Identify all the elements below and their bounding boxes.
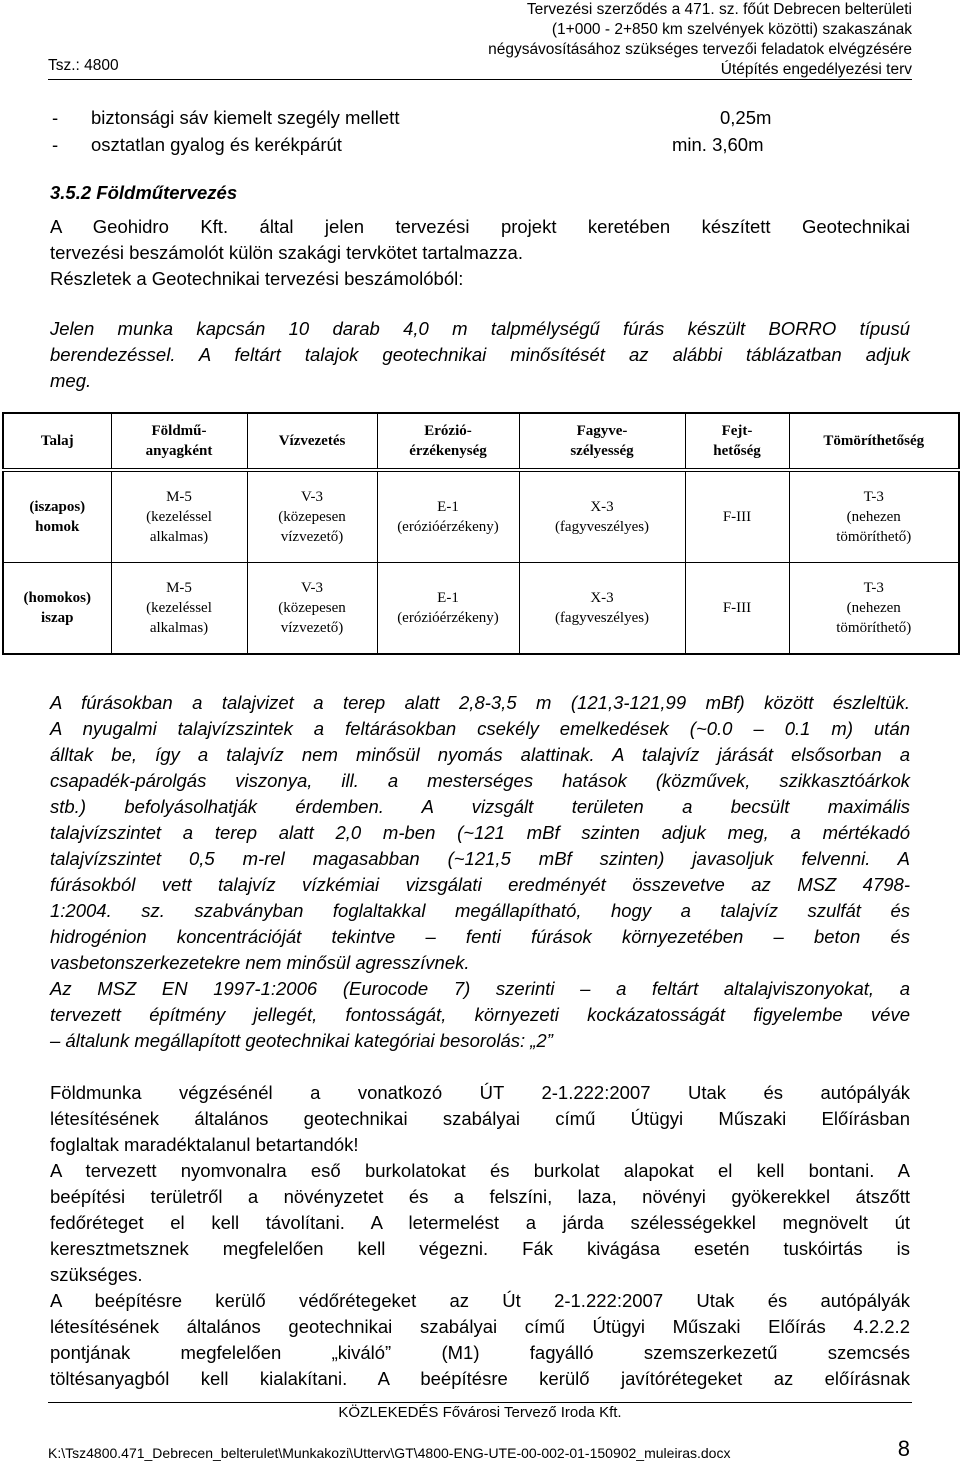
footer-file-path: K:\Tsz4800.471_Debrecen_belterulet\Munkakozi\Utterv\GT\4800-ENG-UTE-00-002-01-150902_muleiras.docx [48, 1445, 731, 1461]
text-line: talajvízszintet 0,5 m-rel magasabban (~121,5 mBf szinten) javasoljuk felvenni. A [50, 848, 910, 869]
bullet-dash: - [52, 107, 59, 128]
text-line: csapadék-párolgás viszonya, ill. a mesterséges hatások (közművek, szikkasztóárkok [50, 770, 910, 791]
document-header [488, 0, 912, 80]
table-cell: X-3 (fagyveszélyes) [519, 470, 685, 563]
table-row [3, 563, 959, 655]
table-cell: X-3 (fagyveszélyes) [519, 563, 685, 655]
bullet-value: 0,25m [720, 107, 772, 128]
text-line: A fúrásokban a talajvizet a terep alatt 2,8-3,5 m (121,3-121,99 mBf) között észleltük. [50, 692, 910, 713]
table-header-cell: Vízvezetés [247, 413, 377, 470]
table-cell: T-3 (nehezen tömöríthető) [789, 470, 959, 563]
text-line: A Geohidro Kft. által jelen tervezési projekt keretében készített Geotechnikai [50, 216, 910, 237]
text-line: Jelen munka kapcsán 10 darab 4,0 m talpmélységű fúrás készült BORRO típusú [50, 318, 910, 339]
soil-classification-table [2, 412, 960, 655]
table-cell: V-3 (közepesen vízvezető) [247, 470, 377, 563]
text-line: berendezéssel. A feltárt talajok geotechnikai minősítését az alábbi táblázatban adjuk [50, 344, 910, 365]
table-cell: T-3 (nehezen tömöríthető) [789, 563, 959, 655]
table-body [3, 470, 959, 654]
text-line: töltésanyagból kell kialakítani. A beépítésre kerülő javítórétegeket az előírásnak [50, 1368, 910, 1389]
tsz-number: Tsz.: 4800 [48, 57, 119, 74]
text-line: tervezési beszámolót külön szakági tervkötet tartalmazza. [50, 242, 523, 263]
table-cell: E-1 (erózióérzékeny) [377, 563, 519, 655]
text-line: létesítésének általános geotechnikai szabályai című Útügyi Műszaki Előírásban [50, 1108, 910, 1129]
earthwork-paragraph [50, 1080, 910, 1392]
table-cell: M-5 (kezeléssel alkalmas) [111, 563, 247, 655]
text-line: A nyugalmi talajvízszintek a feltárásokban csekély emelkedések (~0.0 – 0.1 m) után [50, 718, 910, 739]
bullet-text: osztatlan gyalog és kerékpárút [91, 134, 342, 155]
text-line: A tervezett nyomvonalra eső burkolatokat és burkolat alapokat el kell bontani. A [50, 1160, 910, 1181]
bullet-text: biztonsági sáv kiemelt szegély mellett [91, 107, 400, 128]
text-line: talajvízszintet a terep alatt 2,0 m-ben (~121 mBf szinten adjuk meg, a mértékadó [50, 822, 910, 843]
table-cell: F-III [685, 563, 789, 655]
footer-company: KÖZLEKEDÉS Fővárosi Tervező Iroda Kft. [338, 1404, 622, 1421]
table-header-cell: Földmű- anyagként [111, 413, 247, 470]
text-line: foglaltak maradéktalanul betartandók! [50, 1134, 359, 1155]
table-cell: V-3 (közepesen vízvezető) [247, 563, 377, 655]
table-cell: (iszapos) homok [3, 470, 111, 563]
bullet-dash: - [52, 134, 59, 155]
table-cell: F-III [685, 470, 789, 563]
text-line: pontjának megfelelően „kiváló” (M1) fagyálló szemszerkezetű szemcsés [50, 1342, 910, 1363]
text-line: A beépítésre kerülő védőrétegeket az Út 2-1.222:2007 Utak és autópályák [50, 1290, 910, 1311]
text-line: Részletek a Geotechnikai tervezési beszámolóból: [50, 268, 464, 289]
text-line: – általunk megállapított geotechnikai kategóriai besorolás: „2” [50, 1030, 553, 1051]
table-header-cell: Fagyve- szélyesség [519, 413, 685, 470]
text-line: szükséges. [50, 1264, 143, 1285]
page-number: 8 [897, 1436, 910, 1461]
header-line: (1+000 - 2+850 km szelvények közötti) szakaszának [551, 21, 912, 38]
table-header-cell: Talaj [3, 413, 111, 470]
header-divider [48, 79, 912, 80]
text-line: hidrogénion koncentrációját tekintve – fenti fúrások környezetében – beton és [50, 926, 910, 947]
table-header-cell: Erózió- érzékenység [377, 413, 519, 470]
text-line: álltak be, így a talajvíz nem minősül nyomás alattinak. A talajvíz járását elsősorban a [50, 744, 910, 765]
table-cell: E-1 (erózióérzékeny) [377, 470, 519, 563]
text-line: tervezett építmény jellegét, fontosságát, környezeti kockázatosságát figyelembe véve [50, 1004, 910, 1025]
header-line: Útépítés engedélyezési terv [720, 61, 912, 78]
text-line: vasbetonszerkezetekre nem minősül agresszívnek. [50, 952, 470, 973]
text-line: meg. [50, 370, 92, 391]
text-line: stb.) befolyásolhatják érdemben. A vizsgált területen a becsült maximális [50, 796, 910, 817]
italic-intro [50, 316, 910, 394]
text-line: fúrásokból vett talajvíz vízkémiai vizsgálati eredményét összevetve az MSZ 4798- [50, 874, 910, 895]
table-cell: (homokos) iszap [3, 563, 111, 655]
bullet-value: min. 3,60m [672, 134, 764, 155]
table-header-cell: Tömöríthetőség [789, 413, 959, 470]
table-row [3, 470, 959, 563]
text-line: 1:2004. sz. szabványban foglaltakkal megállapítható, hogy a talajvíz szulfát és [50, 900, 910, 921]
text-line: fedőréteget el kell távolítani. A letermelést a járda szélességekkel megnövelt út [50, 1212, 910, 1233]
header-line: Tervezési szerződés a 471. sz. főút Debrecen belterületi [526, 1, 912, 18]
text-line: beépítési területről a növényzetet és a felszíni, laza, növényi gyökerekkel átszőtt [50, 1186, 910, 1207]
table-header-cell: Fejt- hetőség [685, 413, 789, 470]
footer-divider [48, 1402, 912, 1403]
intro-paragraph [50, 214, 910, 292]
text-line: Az MSZ EN 1997-1:2006 (Eurocode 7) szerinti – a feltárt altalajviszonyokat, a [50, 978, 910, 999]
section-title: 3.5.2 Földműtervezés [50, 182, 238, 203]
table-header-row [3, 413, 959, 470]
text-line: keresztmetsznek megfelelően kell végezni. Fák kivágása esetén tuskóirtás is [50, 1238, 910, 1259]
text-line: létesítésének általános geotechnikai szabályai című Útügyi Műszaki Előírás 4.2.2.2 [50, 1316, 910, 1337]
text-line: Földmunka végzésénél a vonatkozó ÚT 2-1.222:2007 Utak és autópályák [50, 1082, 910, 1103]
table-cell: M-5 (kezeléssel alkalmas) [111, 470, 247, 563]
header-line: négysávosításához szükséges tervezői feladatok elvégzésére [488, 41, 912, 58]
groundwater-paragraph [50, 690, 910, 1054]
